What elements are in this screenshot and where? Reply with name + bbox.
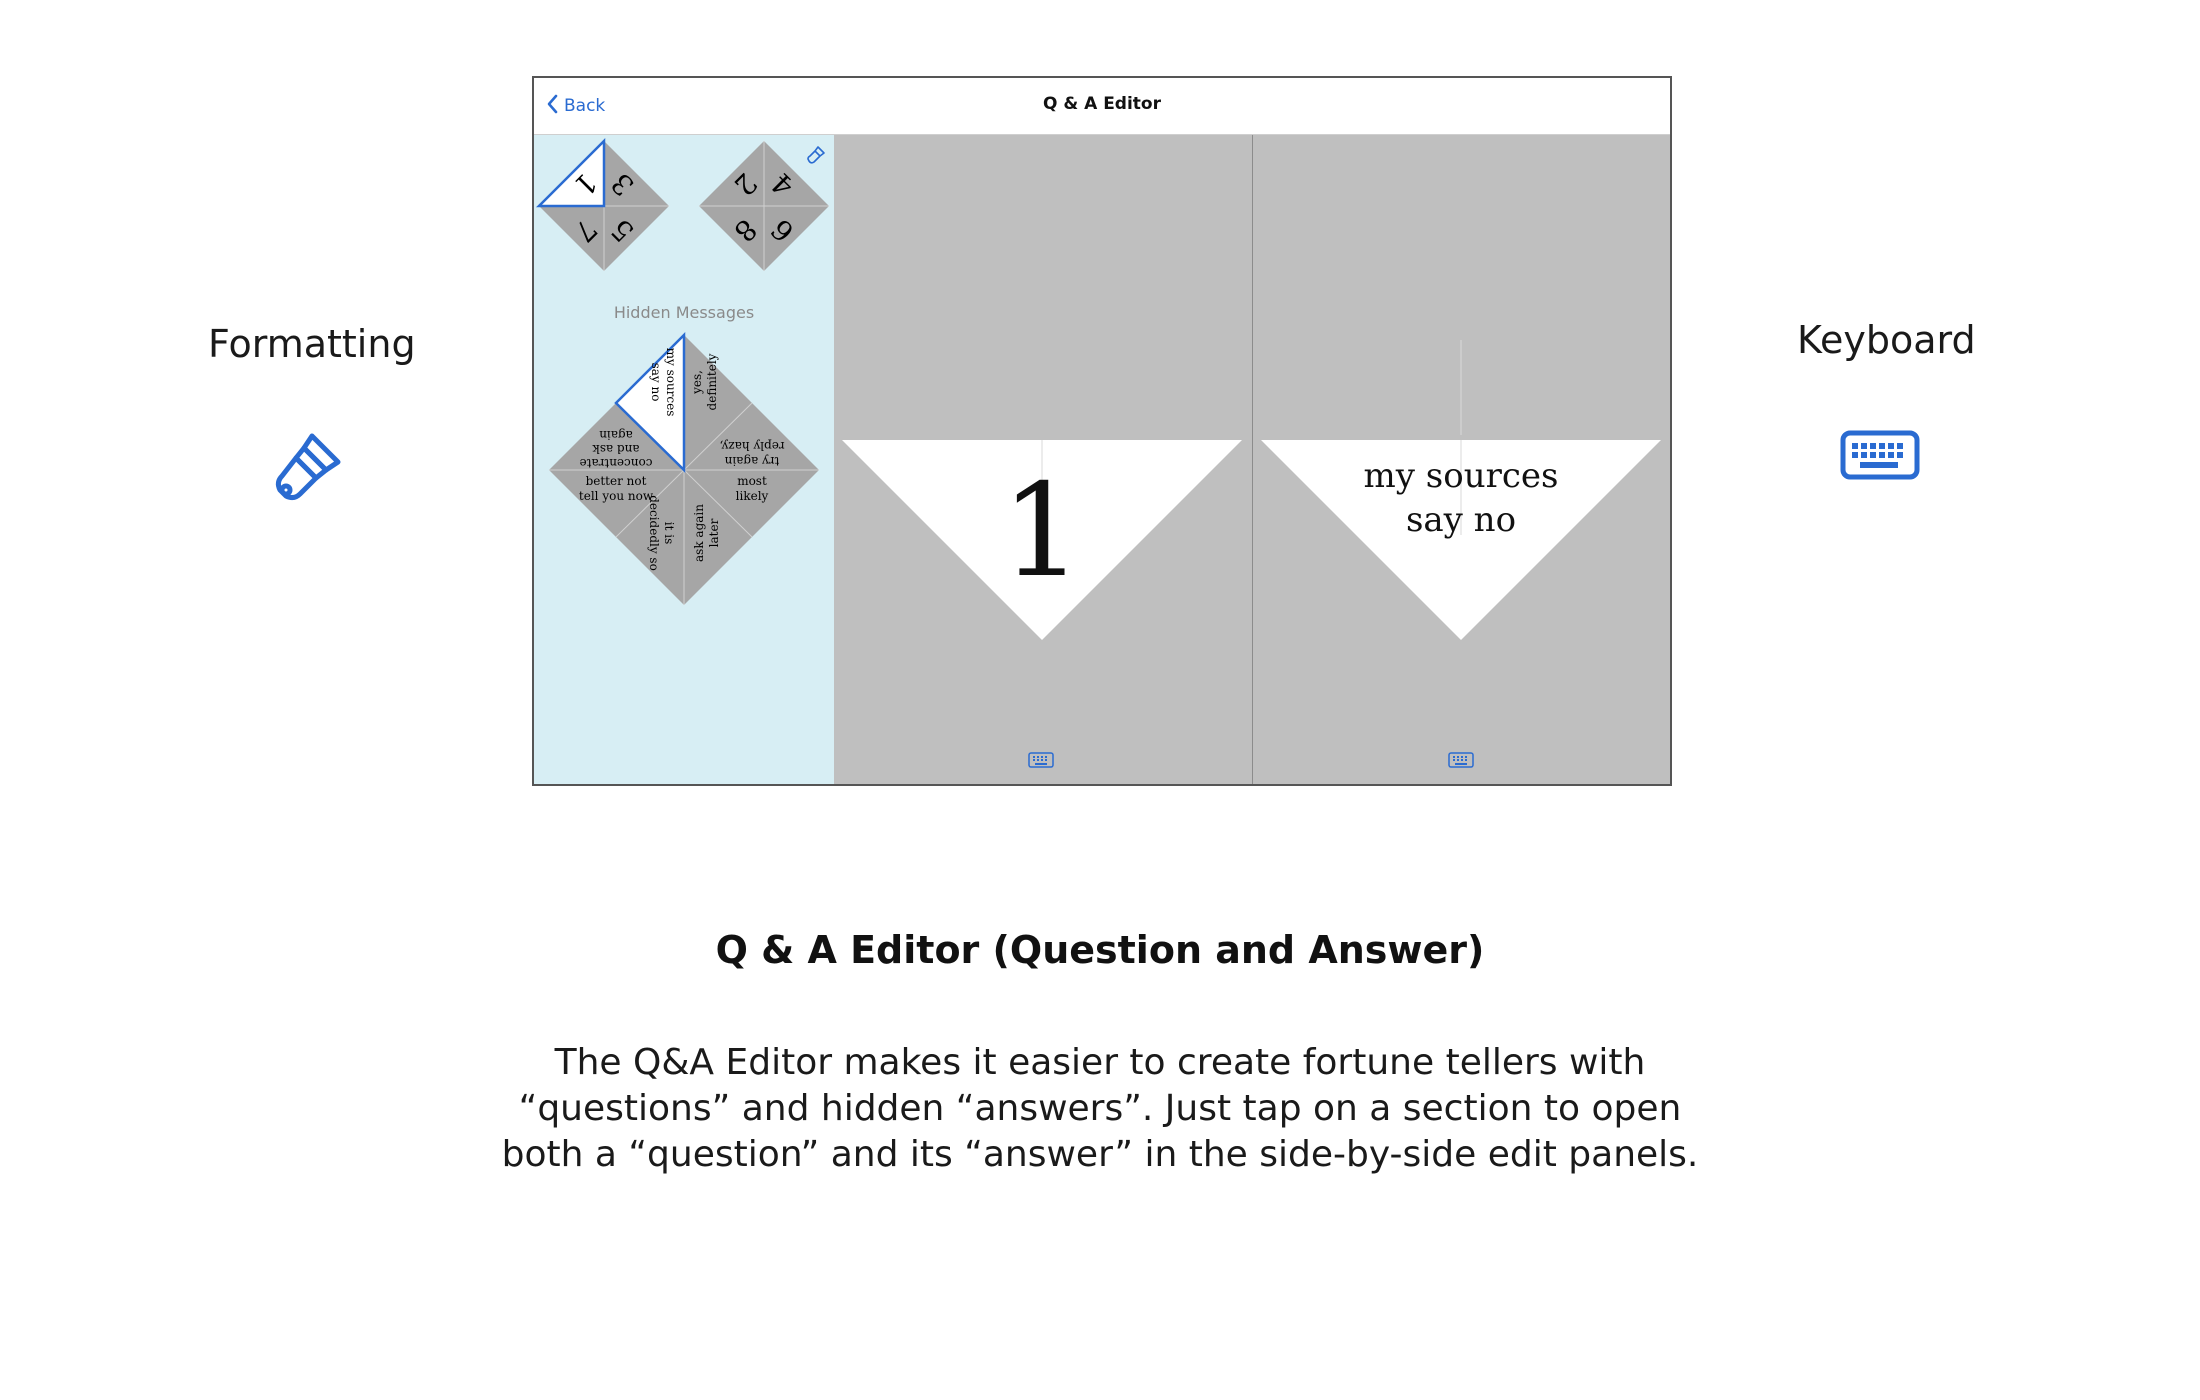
paintbrush-icon: [272, 430, 344, 504]
nav-bar: [534, 78, 1670, 135]
fortune-teller-overview: [534, 135, 834, 784]
caption-line: “questions” and hidden “answers”. Just tap on a section to open: [518, 1088, 1682, 1129]
svg-text:it is: it is: [662, 521, 676, 545]
front-diamond-left[interactable]: [539, 141, 669, 271]
answer-edit-panel[interactable]: [1253, 135, 1670, 784]
caption-line: The Q&A Editor makes it easier to create fortune tellers with: [554, 1042, 1646, 1083]
front-number: 7: [567, 212, 604, 249]
svg-text:try again: try again: [724, 454, 780, 468]
front-number: 6: [764, 212, 801, 249]
caption-title: Q & A Editor (Question and Answer): [715, 928, 1485, 972]
keyboard-label: Keyboard: [1797, 318, 1976, 362]
svg-text:tell you now: tell you now: [578, 489, 654, 503]
answer-text: say no: [649, 362, 663, 402]
front-number: 5: [604, 212, 641, 249]
question-text[interactable]: 1: [1001, 457, 1083, 606]
svg-text:again: again: [599, 428, 633, 442]
caption-body: [500, 1040, 1700, 1178]
question-edit-panel[interactable]: [834, 135, 1252, 784]
caption-line: both a “question” and its “answer” in the side-by-side edit panels.: [501, 1134, 1699, 1175]
answer-text-line2[interactable]: say no: [1405, 500, 1517, 540]
svg-text:later: later: [707, 518, 721, 548]
formatting-label: Formatting: [208, 322, 416, 366]
keyboard-icon: [1840, 430, 1920, 480]
svg-text:yes,: yes,: [690, 370, 704, 394]
page-title: Q & A Editor: [1043, 94, 1161, 114]
app-window: [532, 76, 1672, 786]
hidden-messages-title: Hidden Messages: [613, 303, 755, 322]
answer-text-line1[interactable]: my sources: [1363, 456, 1559, 496]
svg-text:likely: likely: [735, 489, 769, 503]
svg-text:reply hazy,: reply hazy,: [719, 439, 785, 453]
front-number: 1: [567, 166, 604, 203]
answer-text: my sources: [664, 347, 678, 417]
front-number: 3: [604, 166, 641, 203]
svg-text:better not: better not: [585, 474, 647, 488]
svg-text:ask again: ask again: [692, 504, 706, 562]
back-label: Back: [564, 96, 606, 116]
svg-text:definitely: definitely: [705, 353, 719, 411]
front-number: 2: [727, 166, 764, 203]
svg-text:concentrate: concentrate: [579, 456, 653, 470]
keyboard-toggle-icon[interactable]: [1029, 753, 1053, 767]
front-number: 4: [764, 166, 801, 203]
format-brush-icon[interactable]: [808, 147, 824, 163]
keyboard-toggle-icon[interactable]: [1449, 753, 1473, 767]
svg-text:and ask: and ask: [592, 442, 640, 456]
svg-text:decidedly so: decidedly so: [647, 495, 661, 571]
svg-text:most: most: [737, 474, 767, 488]
front-number: 8: [727, 212, 764, 249]
